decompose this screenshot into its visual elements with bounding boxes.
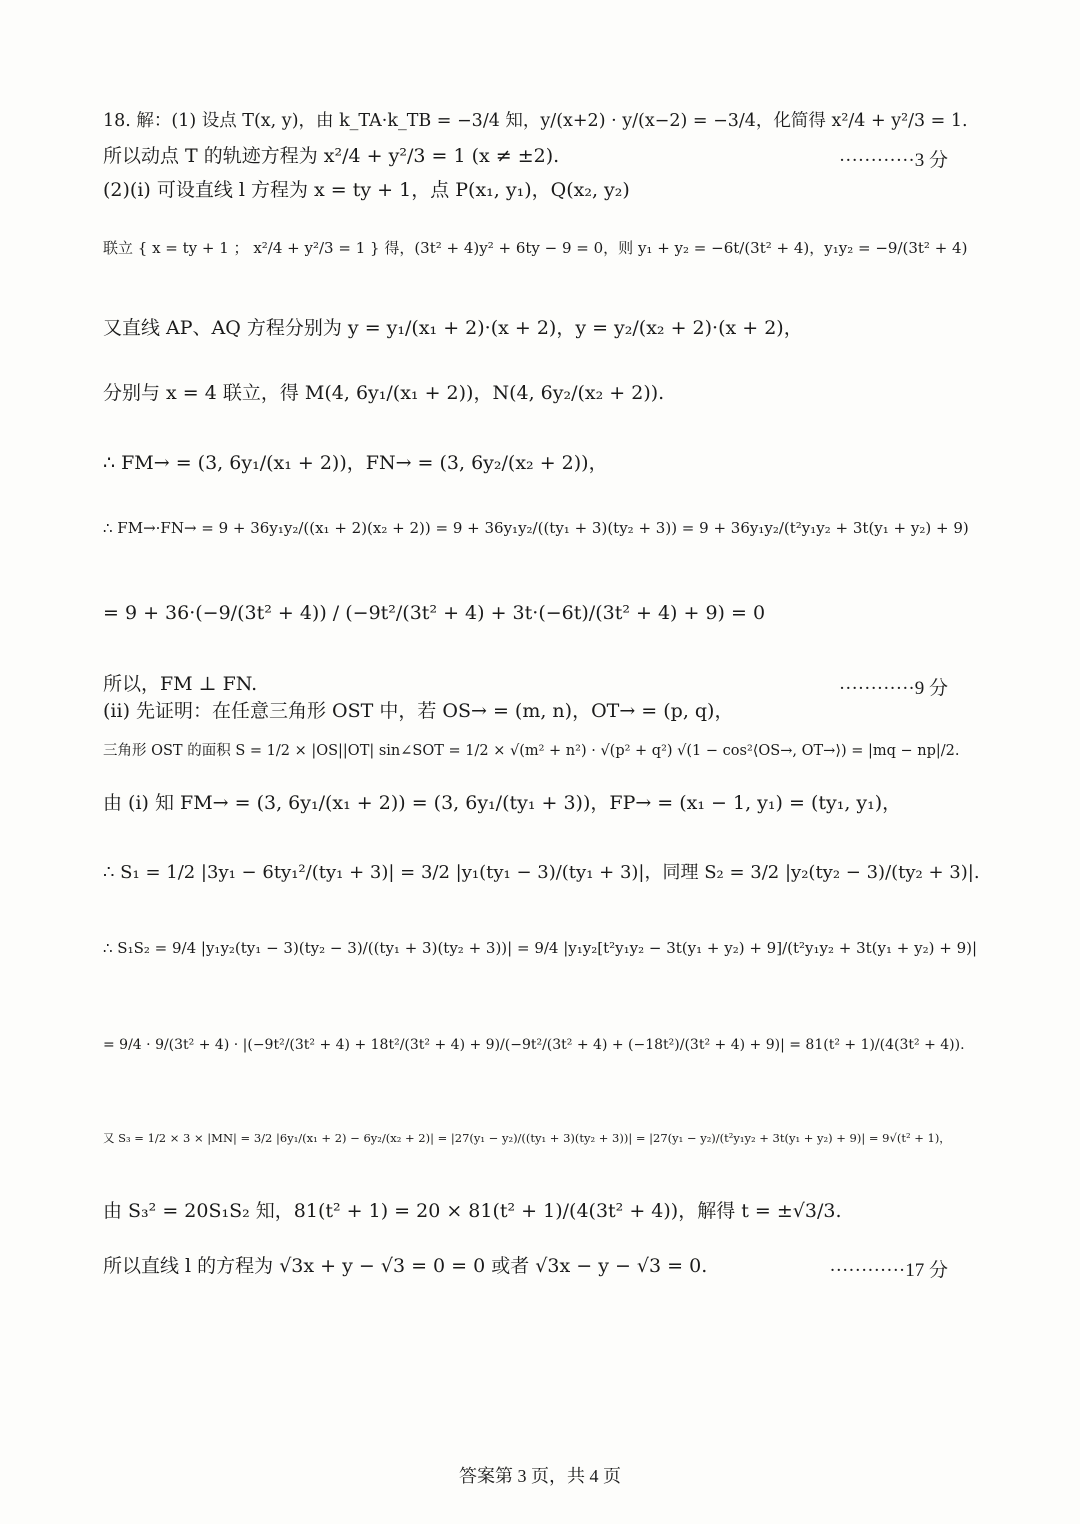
solution-line: 所以动点 T 的轨迹方程为 x²/4 + y²/3 = 1 (x ≠ ±2).	[103, 145, 560, 167]
solution-line: 所以，FM ⊥ FN.	[103, 673, 258, 695]
solution-line: 由 S₃² = 20S₁S₂ 知，81(t² + 1) = 20 × 81(t² + 1)/(4(3t² + 4))，解得 t = ±√3/3.	[103, 1200, 842, 1222]
solution-line: ∴ S₁ = 1/2 |3y₁ − 6ty₁²/(ty₁ + 3)| = 3/2 |y₁(ty₁ − 3)/(ty₁ + 3)|，同理 S₂ = 3/2 |y₂(ty₂ − 3)/(ty₂ + 3)|.	[103, 862, 980, 883]
solution-line: 三角形 OST 的面积 S = 1/2 × |OS||OT| sin∠SOT = 1/2 × √(m² + n²) · √(p² + q²) √(1 − cos²⟨OS→, OT→⟩) = |mq − np|/2.	[103, 743, 960, 759]
solution-line: = 9 + 36·(−9/(3t² + 4)) / (−9t²/(3t² + 4) + 3t·(−6t)/(3t² + 4) + 9) = 0	[103, 602, 766, 624]
solution-line: 又直线 AP、AQ 方程分别为 y = y₁/(x₁ + 2)·(x + 2)，y = y₂/(x₂ + 2)·(x + 2)，	[103, 317, 803, 339]
solution-line: 所以直线 l 的方程为 √3x + y − √3 = 0 = 0 或者 √3x − y − √3 = 0.	[103, 1255, 708, 1277]
score-marker: ············3 分	[838, 150, 948, 171]
solution-line: ∴ S₁S₂ = 9/4 |y₁y₂(ty₁ − 3)(ty₂ − 3)/((ty₁ + 3)(ty₂ + 3))| = 9/4 |y₁y₂[t²y₁y₂ − 3t(y₁ + y₂) + 9]/(t²y₁y₂ + 3t(y₁ + y₂) + 9)|	[103, 939, 978, 957]
solution-line: ∴ FM→ = (3, 6y₁/(x₁ + 2))，FN→ = (3, 6y₂/(x₂ + 2))，	[103, 452, 608, 474]
score-marker: ············17 分	[829, 1260, 948, 1281]
page-footer: 答案第 3 页，共 4 页	[459, 1466, 621, 1486]
solution-line: 分别与 x = 4 联立，得 M(4, 6y₁/(x₁ + 2))，N(4, 6y₂/(x₂ + 2)).	[103, 382, 665, 404]
solution-line: = 9/4 · 9/(3t² + 4) · |(−9t²/(3t² + 4) + 18t²/(3t² + 4) + 9)/(−9t²/(3t² + 4) + (−18t²)/(3t² + 4) + 9)| = 81(t² + 1)/(4(3t² + 4)).	[103, 1037, 965, 1053]
score-marker: ············9 分	[838, 678, 948, 699]
solution-line: ∴ FM→·FN→ = 9 + 36y₁y₂/((x₁ + 2)(x₂ + 2)) = 9 + 36y₁y₂/((ty₁ + 3)(ty₂ + 3)) = 9 + 36y₁y₂/(t²y₁y₂ + 3t(y₁ + y₂) + 9)	[103, 519, 969, 537]
solution-line: 联立 { x = ty + 1 ； x²/4 + y²/3 = 1 } 得，(3t² + 4)y² + 6ty − 9 = 0，则 y₁ + y₂ = −6t/(3t² + 4)，y₁y₂ = −9/(3t² + 4)	[103, 239, 968, 257]
solution-line: 由 (i) 知 FM→ = (3, 6y₁/(x₁ + 2)) = (3, 6y₁/(ty₁ + 3))，FP→ = (x₁ − 1, y₁) = (ty₁, y₁)，	[103, 792, 902, 814]
solution-line: (2)(i) 可设直线 l 方程为 x = ty + 1，点 P(x₁, y₁)，Q(x₂, y₂)	[103, 179, 630, 201]
solution-line: 18. 解：(1) 设点 T(x, y)，由 k_TA·k_TB = −3/4 知，y/(x+2) · y/(x−2) = −3/4，化简得 x²/4 + y²/3 = 1.	[103, 111, 968, 131]
solution-line: 又 S₃ = 1/2 × 3 × |MN| = 3/2 |6y₁/(x₁ + 2) − 6y₂/(x₂ + 2)| = |27(y₁ − y₂)/((ty₁ + 3)(ty₂ + 3))| = |27(y₁ − y₂)/(t²y₁y₂ + 3t(y₁ + y₂) + 9)| = 9√(t² + 1)，	[103, 1131, 951, 1145]
solution-line: (ii) 先证明：在任意三角形 OST 中，若 OS→ = (m, n)，OT→ = (p, q)，	[103, 700, 734, 722]
